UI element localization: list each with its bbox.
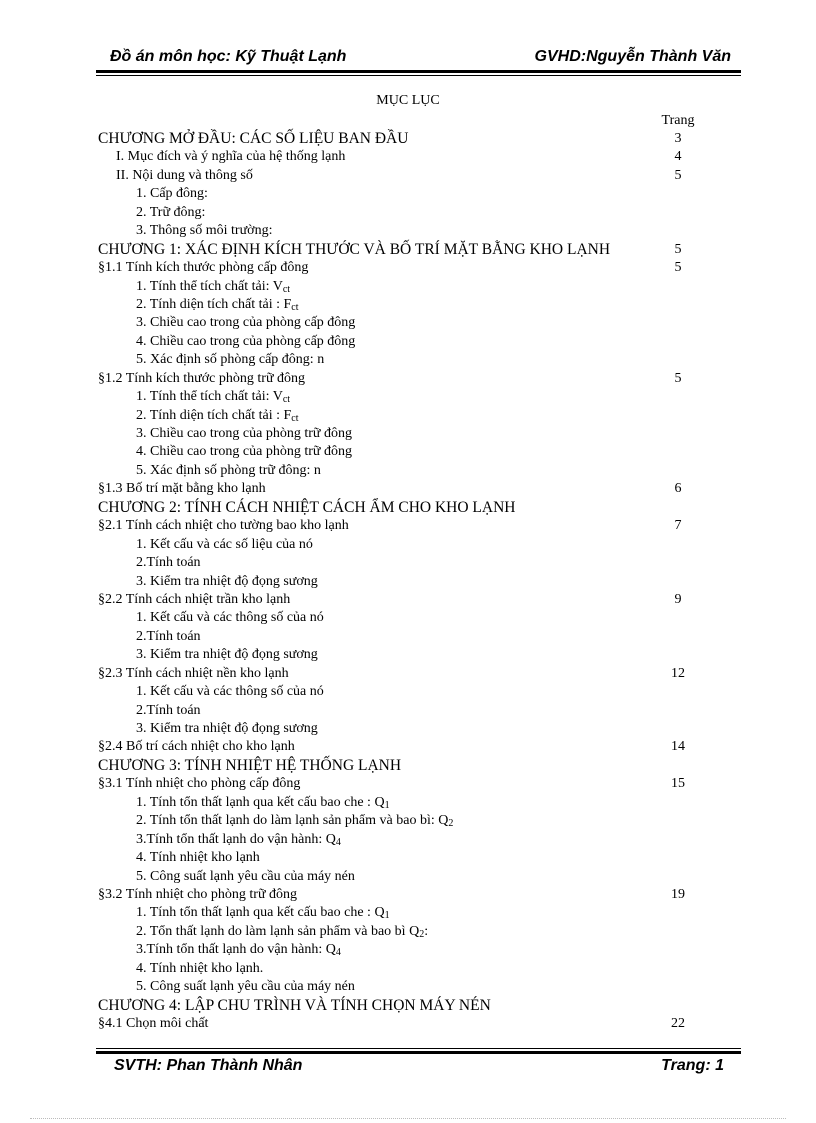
toc-entry-subscript: ct bbox=[291, 301, 299, 313]
toc-entry-label: 1. Cấp đông: bbox=[136, 186, 208, 202]
toc-entry-tail: : bbox=[424, 923, 429, 939]
toc-entry bbox=[98, 794, 698, 812]
toc-entry-page: 5 bbox=[674, 370, 682, 386]
toc-entry-text bbox=[98, 259, 308, 277]
toc-entry-label: 3. Kiểm tra nhiệt độ đọng sương bbox=[136, 573, 318, 589]
toc-entry-page: 7 bbox=[674, 518, 682, 534]
header-course-title: Đồ án môn học: Kỹ Thuật Lạnh bbox=[110, 48, 347, 65]
toc-entry bbox=[98, 665, 698, 683]
toc-entry-label: §2.1 Tính cách nhiệt cho tường bao kho lạnh bbox=[98, 518, 349, 534]
toc-entry-label: 2.Tính toán bbox=[136, 555, 201, 571]
toc-entry bbox=[98, 204, 698, 222]
toc-entry bbox=[98, 148, 698, 166]
toc-entry bbox=[98, 499, 698, 517]
toc-entry-text bbox=[98, 591, 290, 609]
toc-entry bbox=[98, 241, 698, 259]
toc-entry-text bbox=[98, 480, 266, 498]
toc-entry bbox=[98, 868, 698, 886]
toc-entry bbox=[98, 738, 698, 756]
toc-entry-text bbox=[98, 130, 408, 148]
toc-entry bbox=[98, 646, 698, 664]
toc-entry-subscript: 4 bbox=[335, 836, 341, 848]
toc-entry-text bbox=[98, 665, 289, 683]
toc-entry-label: §2.4 Bố trí cách nhiệt cho kho lạnh bbox=[98, 739, 295, 755]
page-bottom-dotted-line bbox=[30, 1118, 786, 1119]
toc-entry-text bbox=[136, 222, 272, 240]
toc-entry-subscript: 1 bbox=[384, 910, 390, 922]
toc-entry bbox=[98, 517, 698, 535]
toc-entry bbox=[98, 425, 698, 443]
toc-entry bbox=[98, 941, 698, 959]
toc-entry bbox=[98, 351, 698, 369]
toc-entry-label: 4. Chiều cao trong của phòng cấp đông bbox=[136, 333, 356, 349]
toc-entry-label: 3. Chiều cao trong của phòng trữ đông bbox=[136, 426, 352, 441]
toc-entry-text bbox=[136, 978, 355, 996]
toc-entry bbox=[98, 278, 698, 296]
toc-entry-text bbox=[136, 683, 324, 701]
toc-entry-text bbox=[136, 849, 260, 867]
toc-entry-label: 1. Tính thể tích chất tải: V bbox=[136, 389, 283, 405]
toc-entry bbox=[98, 831, 698, 849]
toc-entry-text bbox=[116, 167, 253, 185]
toc-entry-label: 3. Kiểm tra nhiệt độ đọng sương bbox=[136, 721, 318, 736]
toc-entry bbox=[98, 130, 698, 148]
toc-entry-text bbox=[136, 333, 355, 351]
toc-entry-label: 3.Tính tổn thất lạnh do vận hành: Q bbox=[136, 831, 336, 847]
toc-entry bbox=[98, 407, 698, 425]
toc-entry-subscript: ct bbox=[291, 412, 299, 424]
toc-entry-label: 2.Tính toán bbox=[136, 702, 201, 718]
footer-page-number: Trang: 1 bbox=[661, 1057, 724, 1074]
toc-entry-label: §1.2 Tính kích thước phòng trữ đông bbox=[98, 370, 306, 386]
toc-entry-page: 15 bbox=[671, 776, 685, 792]
toc-entry-text bbox=[136, 351, 324, 369]
toc-entry-text bbox=[136, 628, 201, 646]
toc-entry bbox=[98, 978, 698, 996]
toc-entry-text bbox=[136, 812, 453, 830]
toc-entry-text bbox=[136, 388, 290, 406]
toc-entry bbox=[98, 314, 698, 332]
toc-entry-label: §3.1 Tính nhiệt cho phòng cấp đông bbox=[98, 776, 301, 792]
page-column-label: Trang bbox=[661, 113, 695, 128]
toc-entry bbox=[98, 812, 698, 830]
header-instructor: GVHD:Nguyễn Thành Văn bbox=[534, 48, 731, 65]
toc-entry-page: 5 bbox=[674, 167, 682, 183]
toc-entry-page: 5 bbox=[674, 260, 682, 276]
toc-entry-label: CHƯƠNG MỞ ĐẦU: CÁC SỐ LIỆU BAN ĐẦU bbox=[98, 130, 409, 147]
toc-entry bbox=[98, 997, 698, 1015]
toc-entry-label: 1. Kết cấu và các thông số của nó bbox=[136, 684, 324, 700]
toc-entry-text bbox=[136, 646, 318, 664]
toc-entry-text bbox=[136, 296, 299, 314]
toc-entry-page: 14 bbox=[671, 739, 685, 755]
header-rule-thick bbox=[96, 70, 741, 73]
toc-entry-page: 3 bbox=[674, 131, 682, 146]
toc-entry bbox=[98, 554, 698, 572]
toc-entry-label: 1. Tính tổn thất lạnh qua kết cấu bao che : Q bbox=[136, 905, 385, 921]
toc-entry-text bbox=[136, 868, 355, 886]
toc-entry-label: 5. Xác định số phòng trữ đông: n bbox=[136, 462, 321, 478]
toc-entry-label: 3. Thông số môi trường: bbox=[136, 223, 273, 239]
toc-entry bbox=[98, 259, 698, 277]
toc-entry bbox=[98, 609, 698, 627]
toc-entry-label: CHƯƠNG 1: XÁC ĐỊNH KÍCH THƯỚC VÀ BỐ TRÍ MẶT BẰNG KHO LẠNH bbox=[98, 240, 611, 258]
toc-entry-label: 1. Kết cấu và các số liệu của nó bbox=[136, 536, 313, 552]
toc-entry-text bbox=[98, 775, 300, 793]
page-header bbox=[96, 46, 741, 70]
toc-entry-text bbox=[136, 407, 299, 425]
toc-entry bbox=[98, 573, 698, 591]
toc-entry-text bbox=[98, 886, 297, 904]
header-rule-thin bbox=[96, 75, 741, 76]
toc-entry-subscript: 2 bbox=[448, 818, 454, 830]
footer-student: SVTH: Phan Thành Nhân bbox=[114, 1057, 303, 1074]
toc-entry-text bbox=[136, 794, 390, 812]
toc-entry-page: 4 bbox=[674, 149, 682, 165]
toc-entry-label: 5. Công suất lạnh yêu cầu của máy nén bbox=[136, 979, 355, 995]
toc-entry-label: II. Nội dung và thông số bbox=[116, 167, 253, 183]
toc-entry bbox=[98, 849, 698, 867]
toc-entry bbox=[98, 591, 698, 609]
toc-entry-text bbox=[98, 499, 515, 517]
toc-entry-page: 6 bbox=[674, 481, 682, 497]
toc-entry-label: 2. Tính diện tích chất tải : F bbox=[136, 407, 292, 423]
toc-entry-text bbox=[136, 536, 313, 554]
toc-entry bbox=[98, 480, 698, 498]
toc-entry-text bbox=[136, 443, 352, 461]
toc-entry-text bbox=[98, 757, 401, 775]
toc-entry-text bbox=[136, 960, 263, 978]
toc-entry-text bbox=[136, 573, 318, 591]
toc-entry-text bbox=[98, 241, 610, 259]
footer-rule-thick bbox=[96, 1051, 741, 1054]
toc-entry bbox=[98, 775, 698, 793]
toc-entry-label: 5. Xác định số phòng cấp đông: n bbox=[136, 352, 325, 368]
toc-entry-text bbox=[98, 1015, 208, 1033]
toc-entry bbox=[98, 923, 698, 941]
toc-entry bbox=[98, 185, 698, 203]
toc-entry-label: 4. Tính nhiệt kho lạnh. bbox=[136, 960, 264, 976]
toc-entry-label: CHƯƠNG 3: TÍNH NHIỆT HỆ THỐNG LẠNH bbox=[98, 756, 402, 774]
toc-entry-text bbox=[136, 462, 321, 480]
toc-entry-text bbox=[136, 185, 208, 203]
toc-entry-label: CHƯƠNG 2: TÍNH CÁCH NHIỆT CÁCH ẨM CHO KHO LẠNH bbox=[98, 498, 516, 516]
toc-entry bbox=[98, 757, 698, 775]
toc-entry-text bbox=[98, 997, 491, 1015]
table-of-contents bbox=[98, 130, 698, 1033]
toc-entry-label: 1. Tính tổn thất lạnh qua kết cấu bao che : Q bbox=[136, 794, 385, 810]
toc-entry-subscript: ct bbox=[282, 394, 291, 406]
toc-entry-label: 3. Chiều cao trong của phòng cấp đông bbox=[136, 315, 356, 331]
toc-entry-text bbox=[136, 425, 352, 443]
toc-entry-subscript: ct bbox=[282, 283, 291, 295]
toc-entry-label: 2. Tổn thất lạnh do làm lạnh sản phẩm và bao bì Q bbox=[136, 923, 420, 939]
toc-entry bbox=[98, 167, 698, 185]
toc-entry-text bbox=[136, 941, 341, 959]
toc-entry-text bbox=[136, 204, 205, 222]
toc-entry-text bbox=[136, 609, 324, 627]
toc-entry bbox=[98, 296, 698, 314]
toc-entry bbox=[98, 443, 698, 461]
toc-entry-label: 1. Kết cấu và các thông số của nó bbox=[136, 610, 324, 626]
toc-entry-label: 1. Tính thể tích chất tải: V bbox=[136, 278, 283, 294]
footer-rule-thin bbox=[96, 1048, 741, 1049]
toc-entry bbox=[98, 222, 698, 240]
toc-entry-label: §4.1 Chọn môi chất bbox=[98, 1016, 209, 1031]
toc-entry-text bbox=[116, 148, 345, 166]
toc-entry-label: CHƯƠNG 4: LẬP CHU TRÌNH VÀ TÍNH CHỌN MÁY NÉN bbox=[98, 996, 491, 1014]
toc-entry-label: 3.Tính tổn thất lạnh do vận hành: Q bbox=[136, 942, 336, 958]
page-title: MỤC LỤC bbox=[376, 93, 440, 108]
toc-entry bbox=[98, 702, 698, 720]
toc-entry-label: §2.3 Tính cách nhiệt nền kho lạnh bbox=[98, 665, 289, 681]
toc-entry-label: §1.1 Tính kích thước phòng cấp đông bbox=[98, 260, 309, 276]
toc-entry bbox=[98, 960, 698, 978]
toc-entry-text bbox=[136, 923, 428, 941]
toc-entry-text bbox=[136, 554, 201, 572]
toc-entry-page: 12 bbox=[671, 665, 685, 681]
toc-entry-page: 22 bbox=[671, 1016, 685, 1031]
toc-entry-label: 5. Công suất lạnh yêu cầu của máy nén bbox=[136, 868, 355, 884]
toc-entry bbox=[98, 683, 698, 701]
toc-entry-page: 9 bbox=[674, 591, 682, 607]
toc-entry-text bbox=[136, 720, 318, 738]
toc-entry-text bbox=[136, 904, 390, 922]
toc-entry-text bbox=[98, 370, 305, 388]
toc-entry-label: 2.Tính toán bbox=[136, 628, 201, 644]
toc-entry-subscript: 4 bbox=[335, 947, 341, 959]
toc-entry bbox=[98, 886, 698, 904]
toc-entry-label: §1.3 Bố trí mặt bằng kho lạnh bbox=[98, 481, 266, 497]
toc-entry-text bbox=[136, 831, 341, 849]
toc-entry bbox=[98, 333, 698, 351]
toc-entry-text bbox=[98, 517, 349, 535]
toc-entry-label: 2. Trữ đông: bbox=[136, 204, 206, 220]
toc-entry-page: 5 bbox=[674, 241, 682, 257]
toc-entry-label: 3. Kiểm tra nhiệt độ đọng sương bbox=[136, 647, 318, 663]
toc-entry-text bbox=[136, 278, 290, 296]
toc-entry bbox=[98, 720, 698, 738]
toc-entry-label: §2.2 Tính cách nhiệt trần kho lạnh bbox=[98, 591, 291, 607]
toc-entry bbox=[98, 388, 698, 406]
toc-entry-label: §3.2 Tính nhiệt cho phòng trữ đông bbox=[98, 886, 298, 902]
toc-entry-page: 19 bbox=[671, 886, 685, 902]
toc-entry bbox=[98, 536, 698, 554]
toc-entry-label: 4. Chiều cao trong của phòng trữ đông bbox=[136, 444, 352, 460]
toc-entry-label: 2. Tính tổn thất lạnh do làm lạnh sản phẩm và bao bì: Q bbox=[136, 813, 449, 829]
toc-entry-text bbox=[98, 738, 295, 756]
toc-entry-label: 4. Tính nhiệt kho lạnh bbox=[136, 850, 260, 866]
toc-entry bbox=[98, 370, 698, 388]
toc-entry-text bbox=[136, 702, 201, 720]
toc-entry bbox=[98, 628, 698, 646]
toc-entry bbox=[98, 904, 698, 922]
toc-entry bbox=[98, 1015, 698, 1033]
toc-entry-text bbox=[136, 314, 355, 332]
toc-entry-label: I. Mục đích và ý nghĩa của hệ thống lạnh bbox=[116, 149, 346, 165]
toc-entry-subscript: 1 bbox=[384, 799, 390, 811]
toc-entry bbox=[98, 462, 698, 480]
toc-entry-label: 2. Tính diện tích chất tải : F bbox=[136, 296, 292, 312]
toc-entry-subscript: 2 bbox=[419, 928, 425, 940]
